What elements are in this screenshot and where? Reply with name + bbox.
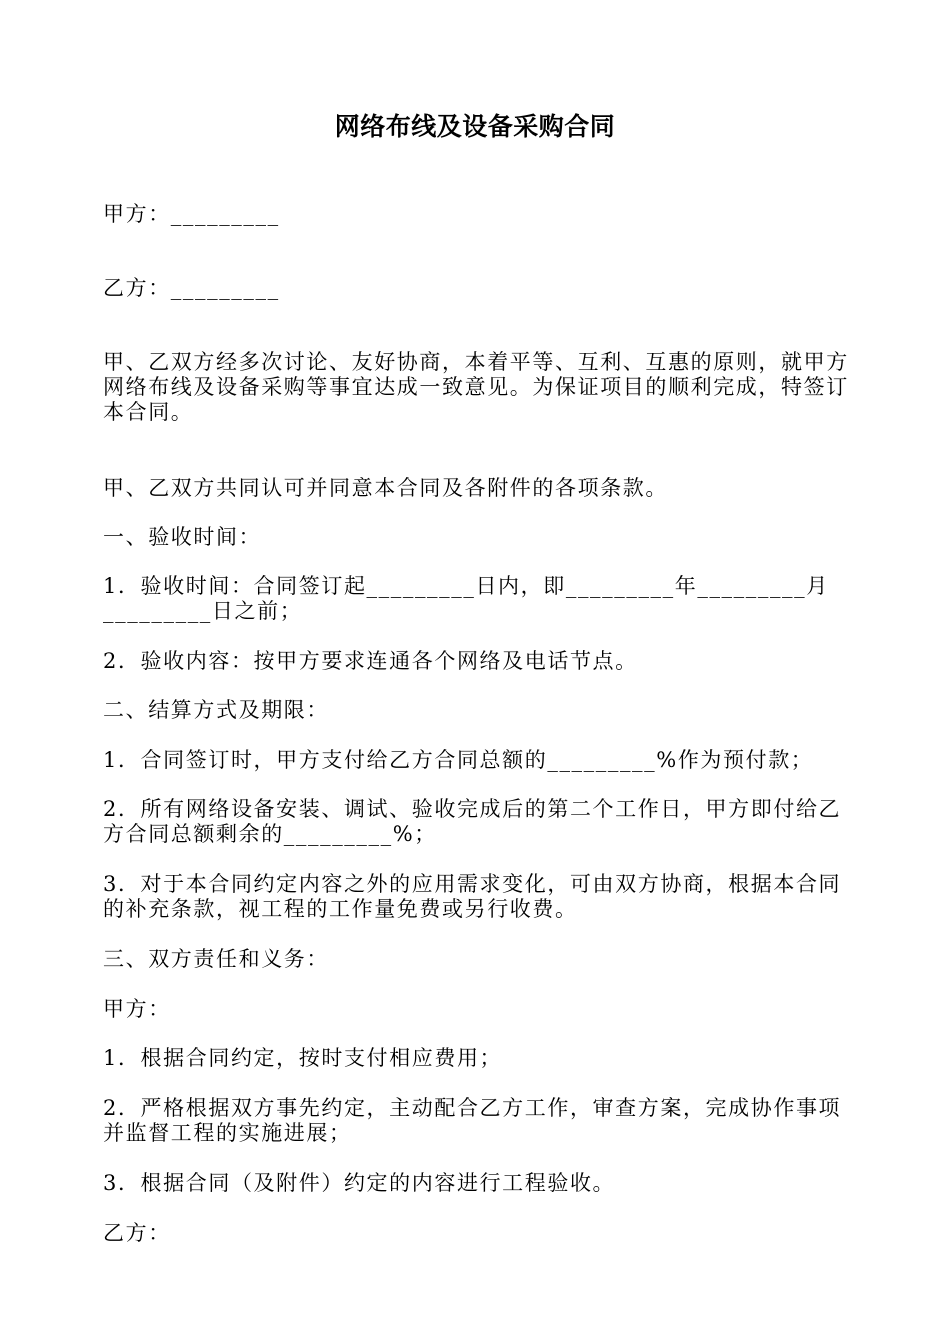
page-title: 网络布线及设备采购合同 <box>334 112 616 141</box>
intro-paragraph: 甲、乙双方经多次讨论、友好协商，本着平等、互利、互惠的原则，就甲方网络布线及设备采购等事宜达成一致意见。为保证项目的顺利完成，特签订本合同。 <box>103 350 849 424</box>
section-2-item-1: 1．合同签订时，甲方支付给乙方合同总额的_________%作为预付款； <box>103 748 814 772</box>
party-a-label: 甲方： <box>103 997 171 1021</box>
section-3-heading: 三、双方责任和义务： <box>103 947 329 971</box>
section-2-item-3: 3．对于本合同约定内容之外的应用需求变化，可由双方协商，根据本合同的补充条款，视工程的工作量免费或另行收费。 <box>103 872 842 921</box>
party-b-line: 乙方：_________ <box>103 276 280 300</box>
section-1-item-1: 1．验收时间：合同签订起_________日内，即_________年_________月_________日之前； <box>103 574 829 623</box>
section-1-heading: 一、验收时间： <box>103 525 262 549</box>
party-a-item-2: 2．严格根据双方事先约定，主动配合乙方工作，审查方案，完成协作事项并监督工程的实施进展； <box>103 1096 842 1145</box>
section-2-item-2: 2．所有网络设备安装、调试、验收完成后的第二个工作日，甲方即付给乙方合同总额剩余的_________%； <box>103 797 842 846</box>
party-a-line: 甲方：_________ <box>103 202 280 226</box>
party-b-label: 乙方： <box>103 1221 171 1245</box>
party-a-item-1: 1．根据合同约定，按时支付相应费用； <box>103 1046 503 1070</box>
party-a-item-3: 3．根据合同（及附件）约定的内容进行工程验收。 <box>103 1171 616 1195</box>
agreement-paragraph: 甲、乙双方共同认可并同意本合同及各附件的各项条款。 <box>103 476 668 500</box>
section-1-item-2: 2．验收内容：按甲方要求连通各个网络及电话节点。 <box>103 649 638 673</box>
section-2-heading: 二、结算方式及期限： <box>103 698 329 722</box>
